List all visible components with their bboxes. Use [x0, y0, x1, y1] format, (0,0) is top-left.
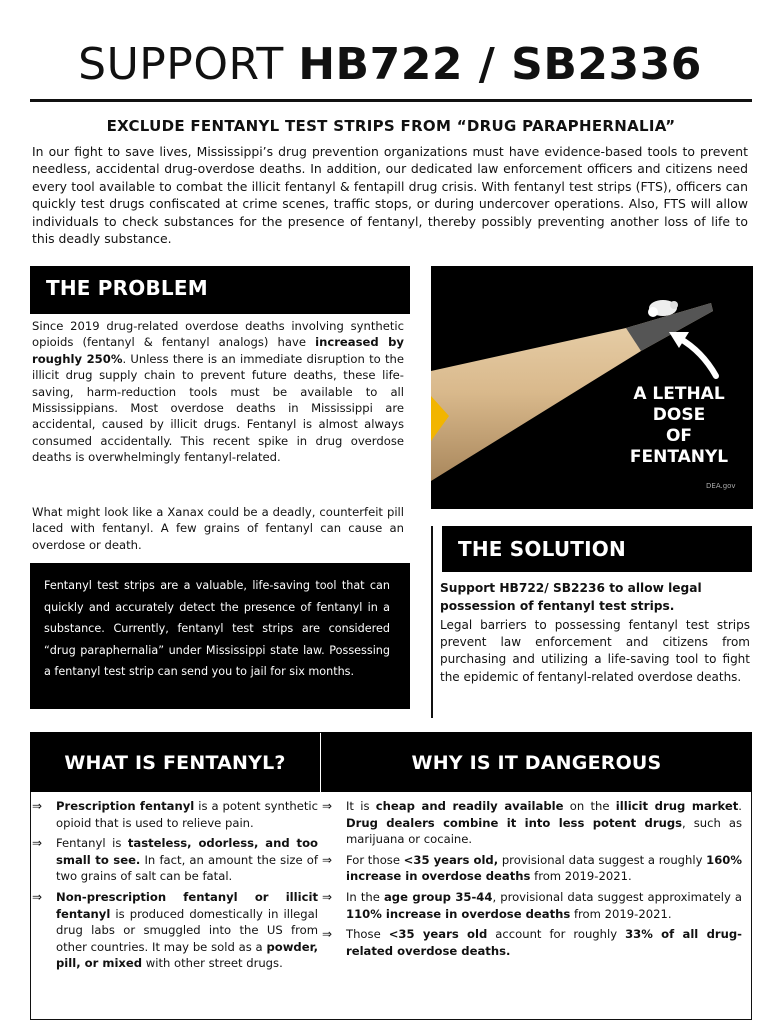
page-title: SUPPORT HB722 / SB2336 [78, 39, 702, 90]
list-item: ⇒ Fentanyl is tasteless, odorless, and too small to see. In fact, an amount the size of two grains of salt can be fatal. [32, 836, 318, 884]
arrow-icon: ⇒ [322, 852, 333, 867]
list-item: ⇒ Those <35 years old account for roughly 33% of all drug-related overdose deaths. [322, 927, 742, 958]
page-subtitle: EXCLUDE FENTANYL TEST STRIPS FROM “DRUG PARAPHERNALIA” [106, 117, 676, 135]
problem-heading: THE PROBLEM [46, 276, 208, 300]
arrow-icon: ⇒ [322, 927, 333, 942]
intro-paragraph: In our fight to save lives, Mississippi’s drug prevention organizations must have evidence-based tools to prevent needless, accidental drug-overdose deaths. In addition, our dedicated law enforcement officers and citizens need every tool available to combat the illicit fentanyl & fentapill drug crisis. With fentanyl test strips (FTS), officers can quickly test drugs confiscated at crime scenes, traffic stops, or during undercover operations. Also, FTS will allow individuals to check substances for the presence of fentanyl, thereby possibly preventing another loss of life to this deadly substance. [32, 144, 748, 247]
problem-heading-bar [30, 266, 410, 314]
list-item: ⇒ Non-prescription fentanyl or illicit fentanyl is produced domestically in illegal drug labs or smuggled into the US from other countries. It may be sold as a powder, pill, or mixed with other street drugs. [32, 889, 318, 971]
solution-lead: Support HB722/ SB2236 to allow legal possession of fentanyl test strips. [440, 581, 702, 613]
problem-paragraph-1: Since 2019 drug-related overdose deaths involving synthetic opioids (fentanyl & fentanyl analogs) have increased by roughly 250%. Unless there is an immediate disruption to the illicit drug supply chain to prevent future deaths, these life-saving, harm-reduction tools must be available to all Mississippians. Most overdose deaths in Mississippi are accidental, caused by illicit drugs. Fentanyl is almost always consumed accidentally. This recent spike in drug overdose deaths is overwhelmingly fentanyl-related. [32, 319, 404, 465]
test-strip-callout [30, 563, 410, 709]
photo-credit: DEA.gov [706, 482, 736, 490]
lethal-dose-photo [431, 266, 753, 509]
what-is-heading: WHAT IS FENTANYL? [64, 752, 286, 774]
title-divider [30, 99, 752, 102]
problem-paragraph-2: What might look like a Xanax could be a deadly, counterfeit pill laced with fentanyl. A few grains of fentanyl can cause an overdose or death. [32, 505, 404, 552]
solution-heading: THE SOLUTION [458, 537, 626, 561]
arrow-icon: ⇒ [322, 799, 333, 813]
arrow-icon: ⇒ [322, 889, 333, 904]
test-strip-callout-text: Fentanyl test strips are a valuable, life-saving tool that can quickly and accurately detect the presence of fentanyl in a substance. Currently, fentanyl test strips are considered “drug paraphernalia” under Mississippi state law. Possessing a fentanyl test strip can send you to jail for six months. [44, 579, 390, 679]
list-item: ⇒ Prescription fentanyl is a potent synthetic opioid that is used to relieve pain. [32, 799, 318, 830]
list-item: ⇒ For those <35 years old, provisional data suggest a roughly 160% increase in overdose deaths from 2019-2021. [322, 852, 742, 884]
danger-heading: WHY IS IT DANGEROUS [411, 752, 662, 774]
list-item: ⇒ In the age group 35-44, provisional data suggest approximately a 110% increase in overdose deaths from 2019-2021. [322, 889, 742, 921]
arrow-icon: ⇒ [32, 889, 43, 904]
what-is-list [32, 798, 318, 976]
danger-list [322, 798, 742, 963]
arrow-icon: ⇒ [32, 799, 43, 813]
solution-heading-bar [442, 526, 752, 572]
what-is-heading-bar [30, 732, 320, 792]
solution-divider [431, 526, 433, 718]
list-item: ⇒ It is cheap and readily available on the illicit drug market. Drug dealers combine it into less potent drugs, such as marijuana or cocaine. [322, 799, 742, 847]
solution-paragraph: Legal barriers to possessing fentanyl test strips prevent law enforcement and citizens from purchasing and utilizing a life-saving tool to fight the epidemic of fentanyl-related overdose deaths. [440, 618, 750, 684]
arrow-icon: ⇒ [32, 836, 43, 851]
danger-heading-bar [321, 732, 752, 792]
photo-caption: A LETHAL DOSE OF FENTANYL [629, 384, 729, 467]
